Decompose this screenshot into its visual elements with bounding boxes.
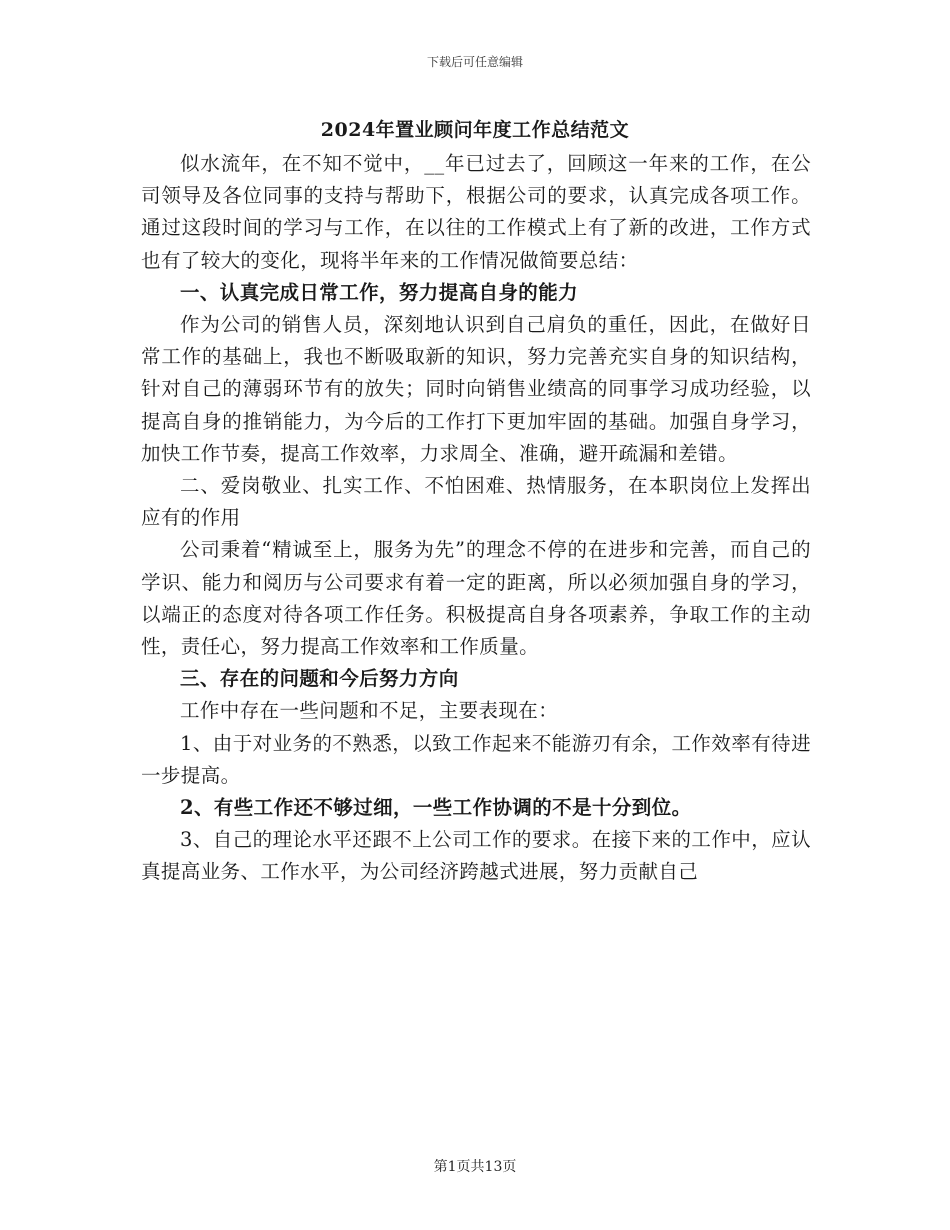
section-2-paragraph: 公司秉着“精诚至上，服务为先”的理念不停的在进步和完善，而自己的学识、能力和阅历与公司要求有着一定的距离，所以必须加强自身的学习，以端正的态度对待各项工作任务。积极提高自身各项素养，争取工作的主动性，责任心，努力提高工作效率和工作质量。 <box>141 538 811 659</box>
section-3-intro: 工作中存在一些问题和不足，主要表现在： <box>180 699 559 723</box>
section-heading-3: 三、存在的问题和今后努力方向 <box>180 667 459 691</box>
intro-paragraph: 似水流年，在不知不觉中，__年已过去了，回顾这一年来的工作，在公司领导及各位同事的支持与帮助下，根据公司的要求，认真完成各项工作。通过这段时间的学习与工作，在以往的工作模式上有了新的改进，工作方式也有了较大的变化，现将半年来的工作情况做简要总结： <box>141 152 811 272</box>
list-item-3: 3、自己的理论水平还跟不上公司工作的要求。在接下来的工作中，应认真提高业务、工作水平，为公司经济跨越式进展，努力贡献自己 <box>141 828 811 884</box>
section-1-paragraph: 作为公司的销售人员，深刻地认识到自己肩负的重任，因此，在做好日常工作的基础上，我也不断吸取新的知识，努力完善充实自身的知识结构，针对自己的薄弱环节有的放失；同时向销售业绩高的同事学习成功经验，以提高自身的推销能力，为今后的工作打下更加牢固的基础。加强自身学习，加快工作节奏，提高工作效率，力求周全、准确，避开疏漏和差错。 <box>141 313 811 465</box>
section-heading-1: 一、认真完成日常工作，努力提高自身的能力 <box>180 280 579 304</box>
list-item-1: 1、由于对业务的不熟悉，以致工作起来不能游刃有余，工作效率有待进一步提高。 <box>141 731 811 787</box>
document-title: 2024年置业顾问年度工作总结范文 <box>320 119 630 141</box>
list-item-2: 2、有些工作还不够过细，一些工作协调的不是十分到位。 <box>180 796 692 820</box>
section-heading-2: 二、爱岗敬业、扎实工作、不怕困难、热情服务，在本职岗位上发挥出应有的作用 <box>141 474 811 530</box>
document-body <box>141 148 811 889</box>
header-note: 下载后可任意编辑 <box>426 55 523 69</box>
page-footer: 第1页共13页 <box>433 1159 517 1175</box>
